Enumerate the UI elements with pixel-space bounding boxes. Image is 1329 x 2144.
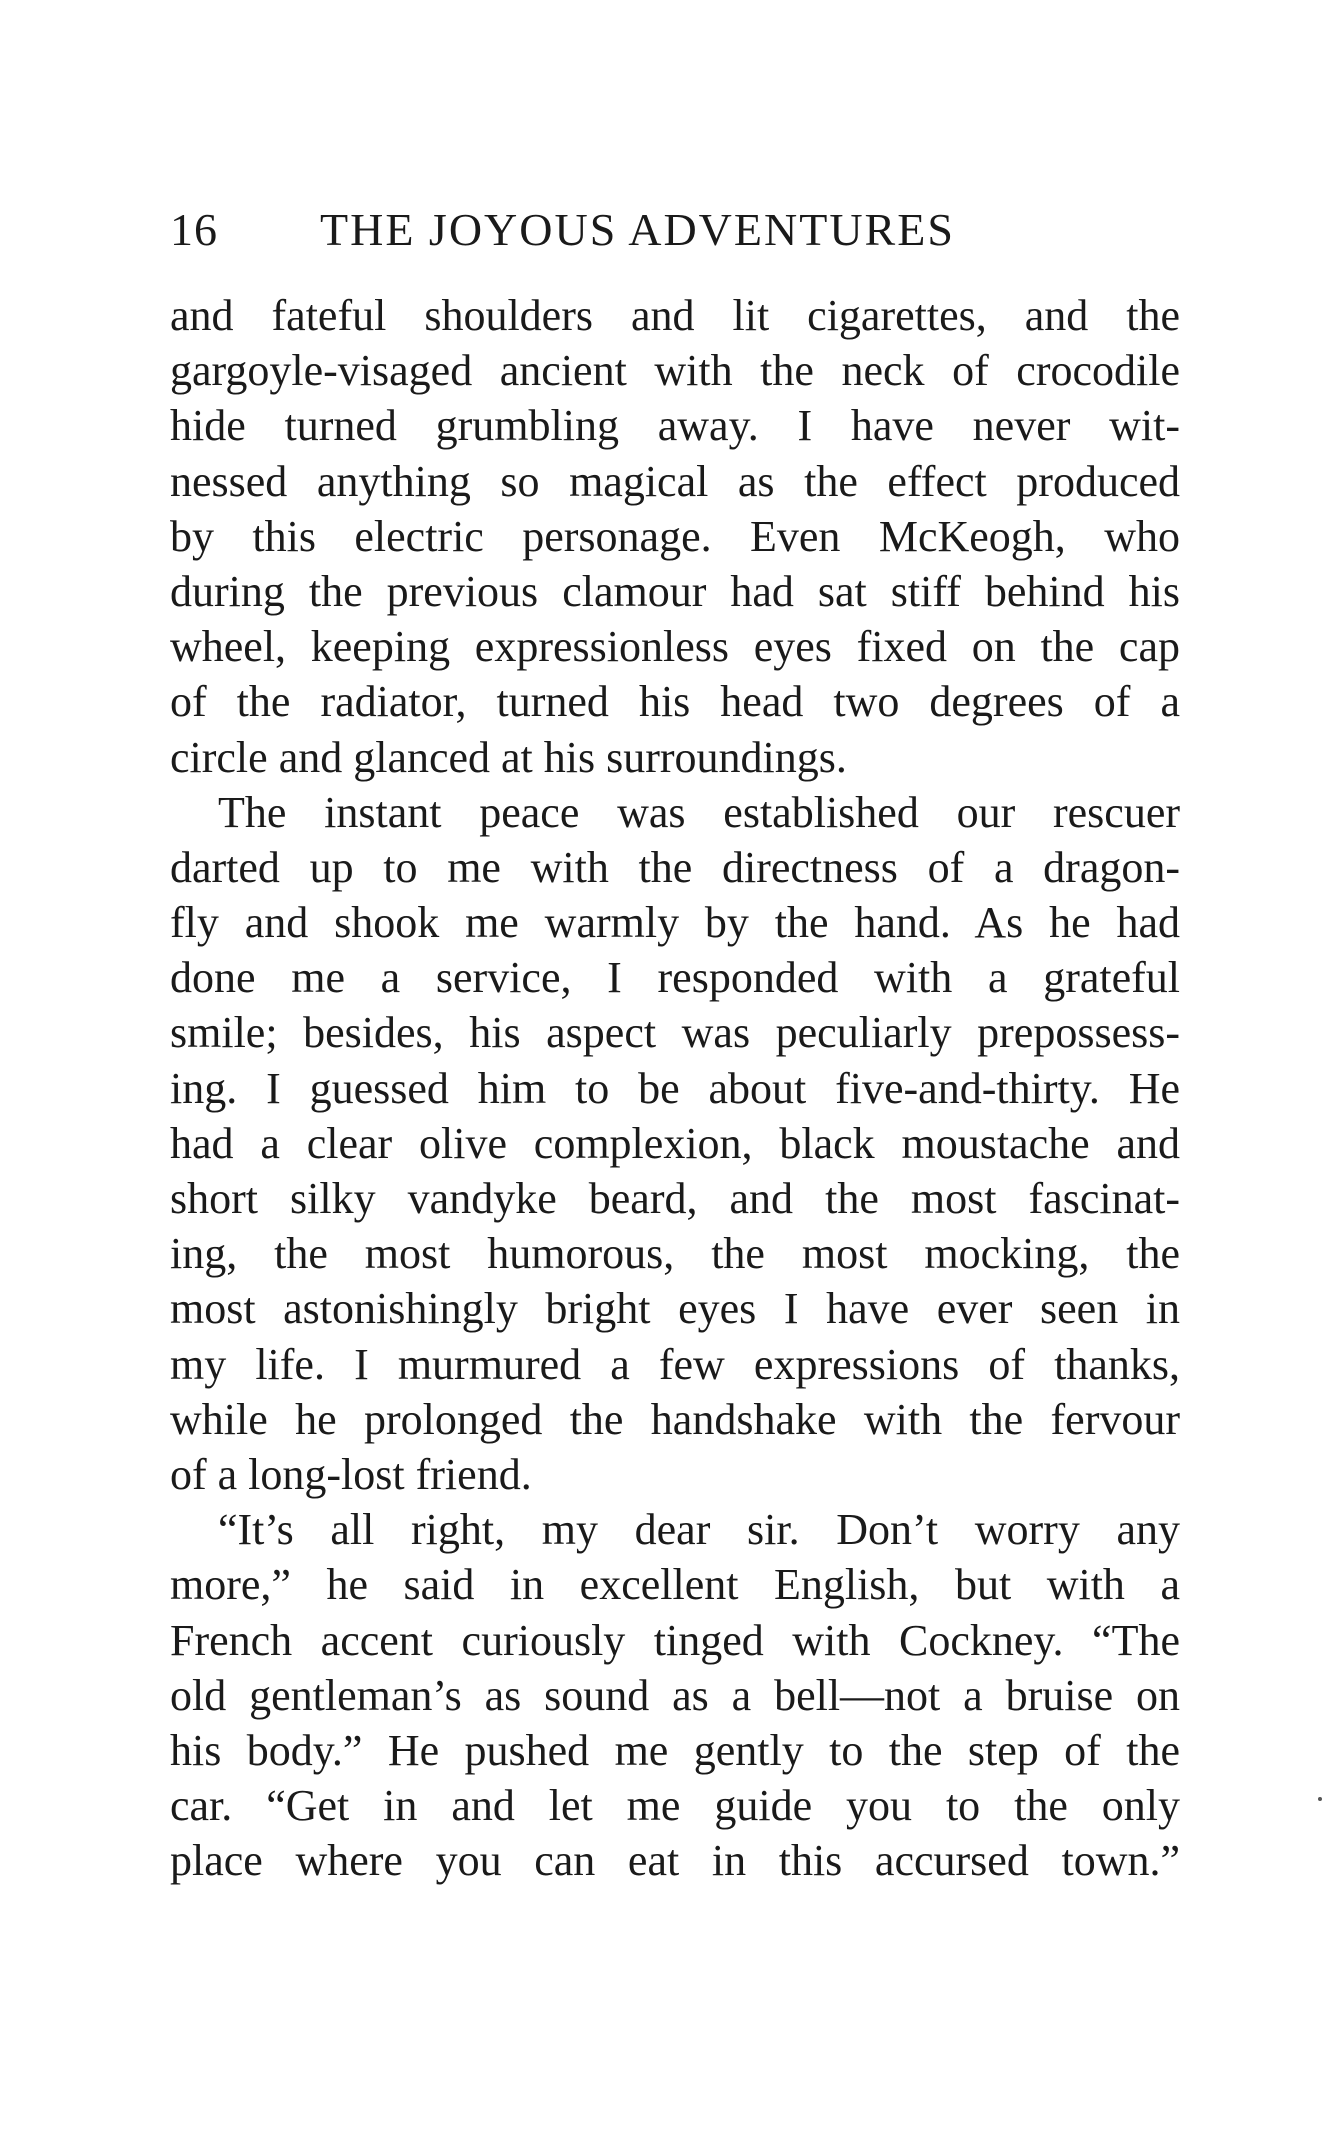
- text-line: place where you can eat in this accursed town.”: [170, 1836, 1180, 1886]
- text-line: darted up to me with the directness of a dragon-: [170, 842, 1180, 892]
- body-text: [170, 288, 1180, 1888]
- text-line: more,” he said in excellent English, but with a: [170, 1560, 1180, 1610]
- text-line: his body.” He pushed me gently to the step of the: [170, 1725, 1180, 1775]
- text-line: smile; besides, his aspect was peculiarly prepossess-: [170, 1008, 1180, 1058]
- text-line: most astonishingly bright eyes I have ever seen in: [170, 1284, 1180, 1334]
- page-header: [170, 200, 1180, 260]
- text-line: during the previous clamour had sat stiff behind his: [170, 566, 1180, 616]
- text-line: fly and shook me warmly by the hand. As he had: [170, 898, 1180, 948]
- text-line: ing. I guessed him to be about five-and-thirty. He: [170, 1063, 1180, 1113]
- text-line: ing, the most humorous, the most mocking, the: [170, 1229, 1180, 1279]
- text-line: hide turned grumbling away. I have never wit-: [170, 401, 1180, 451]
- page-number: 16: [170, 204, 218, 255]
- text-line: wheel, keeping expressionless eyes fixed on the cap: [170, 622, 1180, 672]
- paragraph-3: [170, 1502, 1180, 1888]
- text-line: of a long-lost friend.: [170, 1449, 532, 1499]
- text-line: old gentleman’s as sound as a bell—not a bruise on: [170, 1670, 1180, 1720]
- text-line: “It’s all right, my dear sir. Don’t worry any: [218, 1505, 1180, 1555]
- text-line: while he prolonged the handshake with the fervour: [170, 1394, 1180, 1444]
- text-line: nessed anything so magical as the effect produced: [170, 456, 1180, 506]
- paragraph-1: [170, 288, 1180, 785]
- paragraph-2: [170, 785, 1180, 1502]
- text-line: The instant peace was established our rescuer: [218, 787, 1180, 837]
- text-line: circle and glanced at his surroundings.: [170, 732, 847, 782]
- print-speck: [1318, 1797, 1322, 1801]
- text-line: and fateful shoulders and lit cigarettes, and the: [170, 291, 1180, 340]
- text-line: gargoyle-visaged ancient with the neck of crocodile: [170, 346, 1180, 396]
- text-line: by this electric personage. Even McKeogh, who: [170, 511, 1180, 561]
- text-line: of the radiator, turned his head two degrees of a: [170, 677, 1180, 727]
- text-line: French accent curiously tinged with Cockney. “The: [170, 1615, 1180, 1665]
- text-line: done me a service, I responded with a grateful: [170, 953, 1180, 1003]
- running-head: THE JOYOUS ADVENTURES: [320, 204, 955, 255]
- text-line: short silky vandyke beard, and the most fascinat-: [170, 1174, 1180, 1223]
- text-line: car. “Get in and let me guide you to the only: [170, 1781, 1180, 1831]
- text-line: my life. I murmured a few expressions of thanks,: [170, 1339, 1180, 1389]
- text-line: had a clear olive complexion, black moustache and: [170, 1118, 1180, 1168]
